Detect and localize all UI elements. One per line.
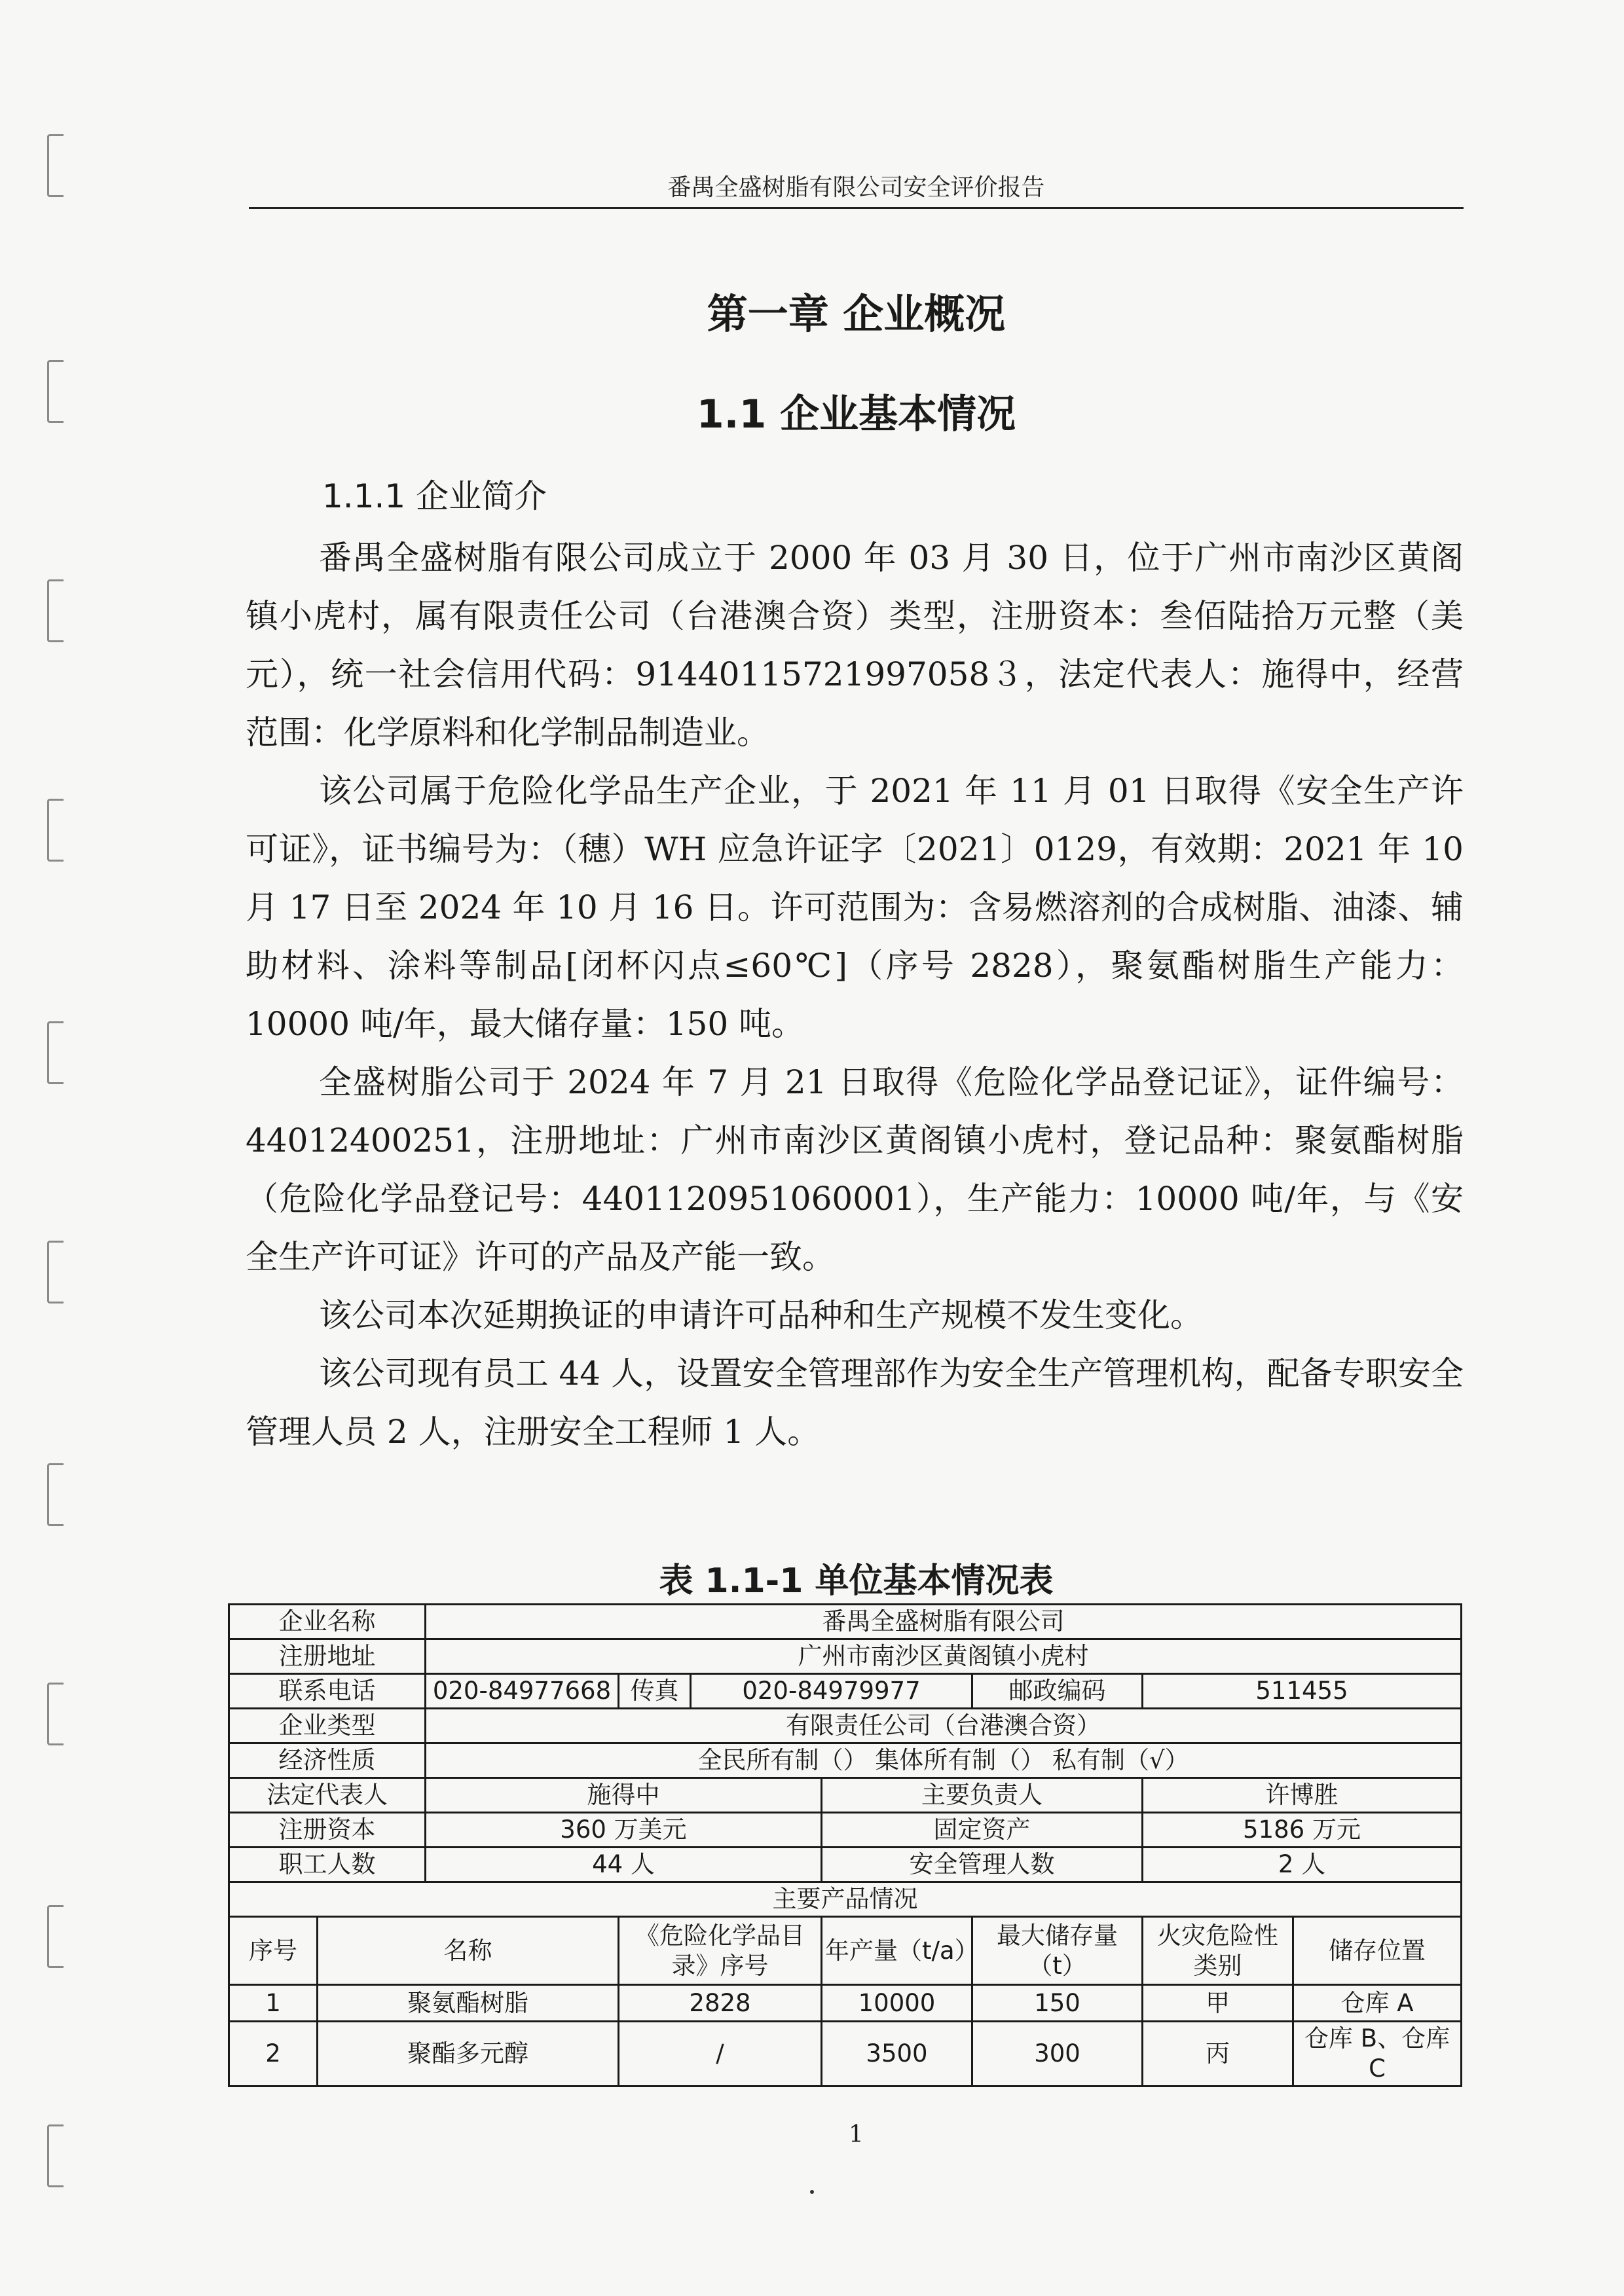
binding-mark: [47, 360, 64, 423]
binding-mark: [47, 1021, 64, 1084]
column-header: 序号: [229, 1917, 318, 1985]
section-title: 1.1 企业基本情况: [696, 392, 1016, 437]
label-cell: 经济性质: [229, 1743, 426, 1778]
cell: 10000: [822, 1985, 972, 2022]
binding-mark: [47, 1241, 64, 1303]
column-header: 火灾危险性类别: [1143, 1917, 1293, 1985]
table-row: [229, 1813, 1462, 1848]
label-cell: 职工人数: [229, 1848, 426, 1882]
subsection-title: 1.1.1 企业简介: [322, 477, 547, 515]
value-cell: 广州市南沙区黄阁镇小虎村: [426, 1639, 1462, 1674]
value-cell: 5186 万元: [1143, 1813, 1462, 1848]
table-row: [229, 1674, 1462, 1709]
column-header: 《危险化学品目录》序号: [619, 1917, 822, 1985]
table-row: [229, 1605, 1462, 1639]
table-title: 表 1.1-1 单位基本情况表: [659, 1561, 1054, 1601]
paragraph: 该公司现有员工 44 人，设置安全管理部作为安全生产管理机构，配备专职安全管理人员 2 人，注册安全工程师 1 人。: [246, 1355, 1464, 1451]
binding-mark: [47, 1463, 64, 1526]
cell: /: [619, 2022, 822, 2086]
value-cell: 020-84979977: [691, 1674, 972, 1709]
binding-mark: [47, 2124, 64, 2187]
label-cell: 邮政编码: [972, 1674, 1143, 1709]
cell: 2828: [619, 1985, 822, 2022]
value-cell: 2 人: [1143, 1848, 1462, 1882]
value-cell: 511455: [1143, 1674, 1462, 1709]
column-header: 储存位置: [1293, 1917, 1462, 1985]
table-row: [229, 1743, 1462, 1778]
label-cell: 联系电话: [229, 1674, 426, 1709]
cell: 1: [229, 1985, 318, 2022]
value-cell: 许博胜: [1143, 1778, 1462, 1813]
label-cell: 企业名称: [229, 1605, 426, 1639]
header-rule: [249, 207, 1464, 209]
paragraph: 该公司本次延期换证的申请许可品种和生产规模不发生变化。: [319, 1296, 1203, 1334]
label-cell: 传真: [619, 1674, 691, 1709]
table-row: [229, 2022, 1462, 2086]
cell: 聚氨酯树脂: [318, 1985, 619, 2022]
value-cell: 44 人: [426, 1848, 822, 1882]
cell: 3500: [822, 2022, 972, 2086]
value-cell: 有限责任公司（台港澳合资）: [426, 1709, 1462, 1743]
binding-mark: [47, 579, 64, 642]
binding-mark: [47, 1683, 64, 1745]
table-row: [229, 1778, 1462, 1813]
column-header: 年产量（t/a）: [822, 1917, 972, 1985]
table-header-row: [229, 1917, 1462, 1985]
value-cell: 020-84977668: [426, 1674, 619, 1709]
value-cell: 番禺全盛树脂有限公司: [426, 1605, 1462, 1639]
label-cell: 注册资本: [229, 1813, 426, 1848]
value-cell: 360 万美元: [426, 1813, 822, 1848]
column-header: 名称: [318, 1917, 619, 1985]
table-row: [229, 1882, 1462, 1917]
page-number: 1: [849, 2121, 864, 2148]
binding-mark: [47, 799, 64, 862]
binding-mark: [47, 1905, 64, 1968]
table-row: [229, 1985, 1462, 2022]
table-row: [229, 1848, 1462, 1882]
table-row: [229, 1709, 1462, 1743]
label-cell: 固定资产: [822, 1813, 1143, 1848]
paragraph: 该公司属于危险化学品生产企业，于 2021 年 11 月 01 日取得《安全生产许可证》，证书编号为：（穗）WH 应急许证字〔2021〕0129，有效期：2021 年 10 月 17 日至 2024 年 10 月 16 日。许可范围为：含易燃溶剂的合成树脂、油漆、辅助材料、涂料等制品[闭杯闪点≤60℃]（序号 2828），聚氨酯树脂生产能力：10000 吨/年，最大储存量：150 吨。: [246, 772, 1464, 1043]
section-header-cell: 主要产品情况: [229, 1882, 1462, 1917]
column-header: 最大储存量（t）: [972, 1917, 1143, 1985]
label-cell: 企业类型: [229, 1709, 426, 1743]
cell: 300: [972, 2022, 1143, 2086]
body-text: [246, 529, 1464, 1461]
value-cell: 施得中: [426, 1778, 822, 1813]
cell: 2: [229, 2022, 318, 2086]
cell: 聚酯多元醇: [318, 2022, 619, 2086]
label-cell: 安全管理人数: [822, 1848, 1143, 1882]
table-row: [229, 1639, 1462, 1674]
cell: 仓库 B、仓库 C: [1293, 2022, 1462, 2086]
scan-speck: [810, 2190, 814, 2194]
running-header: 番禺全盛树脂有限公司安全评价报告: [667, 174, 1045, 201]
binding-mark: [47, 134, 64, 197]
paragraph: 全盛树脂公司于 2024 年 7 月 21 日取得《危险化学品登记证》，证件编号：44012400251，注册地址：广州市南沙区黄阁镇小虎村，登记品种：聚氨酯树脂（危险化学品登记号：4401120951060001），生产能力：10000 吨/年，与《安全生产许可证》许可的产品及产能一致。: [246, 1063, 1464, 1276]
paragraph: 番禺全盛树脂有限公司成立于 2000 年 03 月 30 日，位于广州市南沙区黄阁镇小虎村，属有限责任公司（台港澳合资）类型，注册资本：叁佰陆拾万元整（美元），统一社会信用代码：91440115721997058３，法定代表人：施得中，经营范围：化学原料和化学制品制造业。: [246, 539, 1464, 752]
company-info-table: [228, 1603, 1462, 2087]
label-cell: 法定代表人: [229, 1778, 426, 1813]
label-cell: 主要负责人: [822, 1778, 1143, 1813]
value-cell: 全民所有制（） 集体所有制（） 私有制（√）: [426, 1743, 1462, 1778]
cell: 丙: [1143, 2022, 1293, 2086]
cell: 甲: [1143, 1985, 1293, 2022]
cell: 仓库 A: [1293, 1985, 1462, 2022]
label-cell: 注册地址: [229, 1639, 426, 1674]
cell: 150: [972, 1985, 1143, 2022]
chapter-title: 第一章 企业概况: [707, 290, 1006, 338]
